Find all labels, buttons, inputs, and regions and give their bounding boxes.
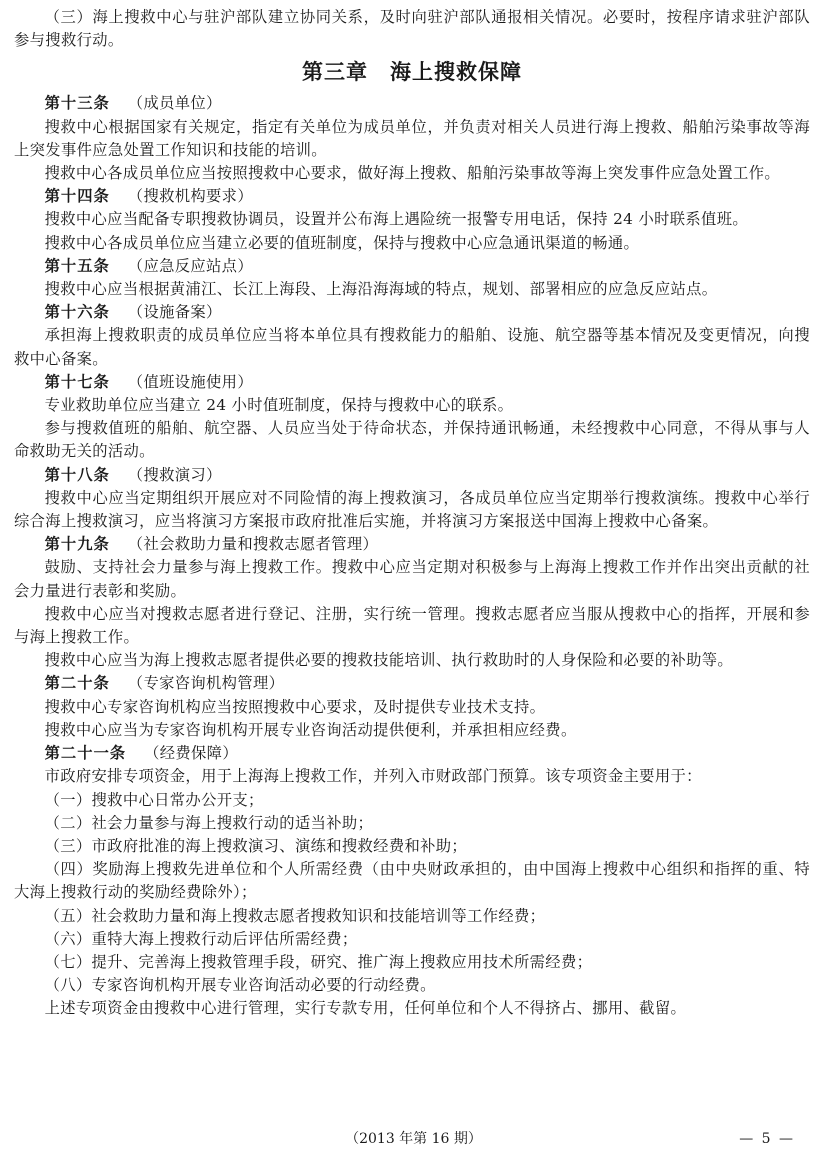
article-title: （值班设施使用）: [127, 372, 253, 391]
article-paragraph: 搜救中心各成员单位应当按照搜救中心要求，做好海上搜救、船舶污染事故等海上突发事件应急处置工作。: [44, 164, 780, 183]
article-title: （搜救机构要求）: [127, 187, 253, 206]
article-heading: [14, 301, 810, 324]
article-heading: [14, 672, 810, 695]
article-paragraph: （五）社会救助力量和海上搜救志愿者搜救知识和技能培训等工作经费；: [44, 906, 546, 925]
article-heading: [14, 464, 810, 487]
article-heading: [14, 255, 810, 278]
article-title: （设施备案）: [127, 303, 222, 322]
article-title: （经费保障）: [144, 744, 238, 763]
article-paragraph: （二）社会力量参与海上搜救行动的适当补助；: [44, 813, 374, 832]
article-heading: [14, 742, 810, 765]
article-paragraph: 搜救中心应当对搜救志愿者进行登记、注册，实行统一管理。搜救志愿者应当服从搜救中心的指挥，开展和参与海上搜救工作。: [14, 604, 810, 647]
article-paragraph: （八）专家咨询机构开展专业咨询活动必要的行动经费。: [44, 976, 436, 995]
article-paragraph: 搜救中心应当根据黄浦江、长江上海段、上海沿海海域的特点，规划、部署相应的应急反应站点。: [44, 280, 718, 299]
article-paragraph: 承担海上搜救职责的成员单位应当将本单位具有搜救能力的船舶、设施、航空器等基本情况及变更情况，向搜救中心备案。: [14, 326, 810, 368]
article-title: （应急反应站点）: [127, 256, 253, 275]
article-heading: [14, 92, 810, 115]
article-paragraph: （一）搜救中心日常办公开支；: [44, 790, 264, 809]
article-number: 第二十条: [44, 674, 110, 693]
page-footer: [0, 1127, 827, 1151]
article-paragraph: 市政府安排专项资金，用于上海海上搜救工作，并列入市财政部门预算。该专项资金主要用于：: [44, 767, 702, 786]
article-paragraph: 搜救中心各成员单位应当建立必要的值班制度，保持与搜救中心应急通讯渠道的畅通。: [44, 233, 640, 252]
chapter-number: 第三章: [302, 60, 368, 85]
article-list: [14, 92, 810, 1020]
article-number: 第十四条: [44, 187, 110, 206]
article-number: 第十三条: [44, 94, 110, 113]
article-paragraph: 搜救中心应当为海上搜救志愿者提供必要的搜救技能培训、执行救助时的人身保险和必要的补助等。: [44, 651, 734, 670]
article-paragraph: （七）提升、完善海上搜救管理手段，研究、推广海上搜救应用技术所需经费；: [44, 952, 593, 971]
page-number: — 5 —: [739, 1131, 795, 1147]
article-paragraph: 搜救中心专家咨询机构应当按照搜救中心要求，及时提供专业技术支持。: [44, 697, 546, 716]
article-paragraph: 搜救中心应当配备专职搜救协调员，设置并公布海上遇险统一报警专用电话，保持 24 小时联系值班。: [44, 210, 749, 229]
article-number: 第十五条: [44, 256, 110, 275]
article-paragraph: （三）市政府批准的海上搜救演习、演练和搜救经费和补助；: [44, 836, 468, 855]
article-heading: [14, 371, 810, 394]
issue-label: （2013 年第 16 期）: [345, 1131, 482, 1147]
article-number: 第十六条: [44, 303, 110, 322]
article-heading: [14, 185, 810, 208]
document-body: [14, 6, 810, 1021]
article-title: （专家咨询机构管理）: [127, 674, 285, 693]
article-paragraph: 专业救助单位应当建立 24 小时值班制度，保持与搜救中心的联系。: [44, 396, 514, 415]
article-paragraph: 搜救中心应当定期组织开展应对不同险情的海上搜救演习，各成员单位应当定期举行搜救演练。搜救中心举行综合海上搜救演习，应当将演习方案报市政府批准后实施，并将演习方案报送中国海上搜救中心备案。: [14, 488, 810, 531]
article-paragraph: （四）奖励海上搜救先进单位和个人所需经费（由中央财政承担的，由中国海上搜救中心组织和指挥的重、特大海上搜救行动的奖励经费除外）；: [14, 860, 810, 902]
article-number: 第二十一条: [44, 744, 127, 763]
article-title: （成员单位）: [127, 94, 222, 113]
article-title: （社会救助力量和搜救志愿者管理）: [127, 535, 379, 554]
article-paragraph: 参与搜救值班的船舶、航空器、人员应当处于待命状态，并保持通讯畅通，未经搜救中心同意，不得从事与人命救助无关的活动。: [14, 419, 810, 461]
article-paragraph: 搜救中心应当为专家咨询机构开展专业咨询活动提供便利，并承担相应经费。: [44, 720, 577, 739]
article-paragraph: 上述专项资金由搜救中心进行管理，实行专款专用，任何单位和个人不得挤占、挪用、截留。: [44, 999, 687, 1018]
intro-paragraph: （三）海上搜救中心与驻沪部队建立协同关系，及时向驻沪部队通报相关情况。必要时，按程序请求驻沪部队参与搜救行动。: [14, 8, 810, 50]
article-title: （搜救演习）: [127, 465, 222, 484]
article-number: 第十九条: [44, 535, 110, 554]
chapter-title: 海上搜救保障: [390, 60, 522, 85]
article-number: 第十七条: [44, 372, 110, 391]
article-number: 第十八条: [44, 465, 110, 484]
article-paragraph: （六）重特大海上搜救行动后评估所需经费；: [44, 929, 358, 948]
article-paragraph: 搜救中心根据国家有关规定，指定有关单位为成员单位，并负责对相关人员进行海上搜救、船舶污染事故等海上突发事件应急处置工作知识和技能的培训。: [14, 117, 810, 159]
article-paragraph: 鼓励、支持社会力量参与海上搜救工作。搜救中心应当定期对积极参与上海海上搜救工作并作出突出贡献的社会力量进行表彰和奖励。: [14, 558, 810, 600]
chapter-heading: [14, 57, 810, 87]
article-heading: [14, 533, 810, 556]
